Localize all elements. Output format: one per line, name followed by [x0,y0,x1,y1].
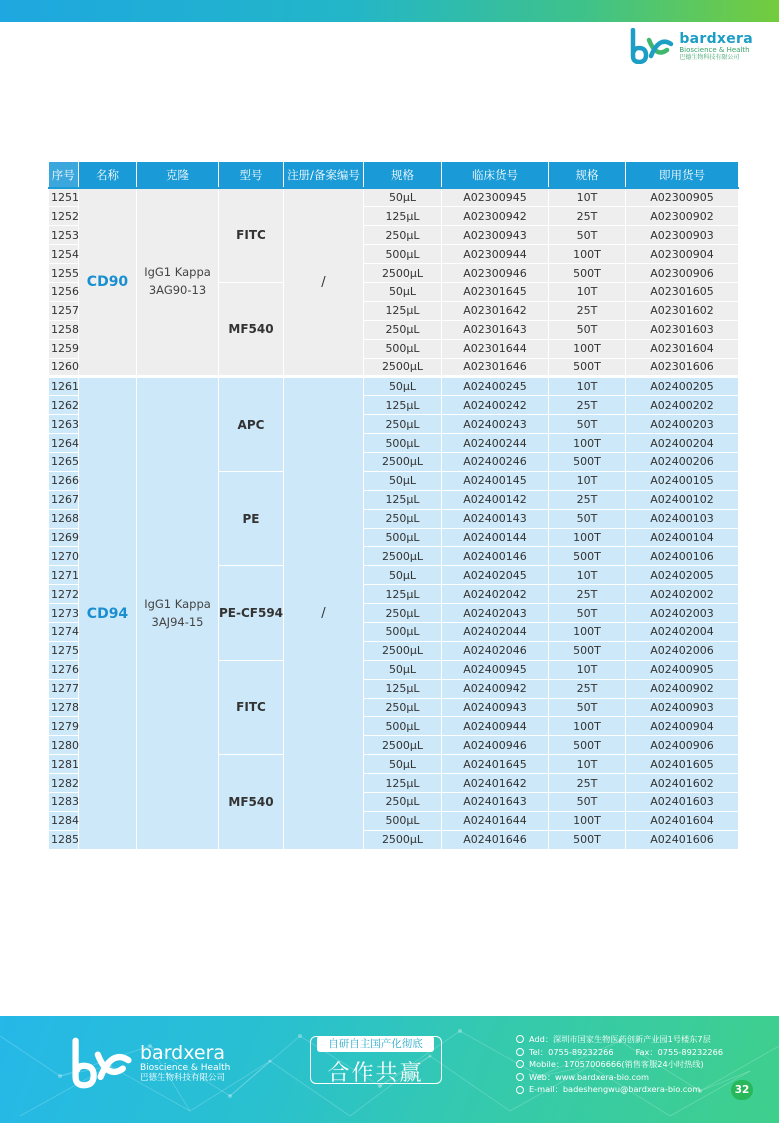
ready-code-cell: A02400203 [626,415,739,434]
clinical-code-cell: A02300943 [442,226,549,245]
ready-spec-cell: 50T [549,604,626,623]
ready-code-cell: A02300904 [626,245,739,264]
brand-subtitle-cn: 巴德生物科技有限公司 [679,53,740,61]
seq-cell: 1281 [49,755,79,774]
globe-icon [516,1073,524,1081]
clinical-spec-cell: 125μL [364,774,442,793]
table-row [49,188,739,207]
seq-cell: 1267 [49,490,79,509]
clinical-spec-cell: 2500μL [364,547,442,566]
ready-spec-cell: 10T [549,377,626,396]
ready-spec-cell: 100T [549,717,626,736]
mobile-text: Mobile：17057006666(销售客服24小时热线) [529,1059,704,1070]
clinical-code-cell: A02401644 [442,811,549,830]
clone-id: 3AJ94-15 [151,614,204,629]
ready-code-cell: A02300906 [626,264,739,283]
clinical-code-cell: A02402046 [442,641,549,660]
seq-cell: 1260 [49,358,79,377]
seq-cell: 1284 [49,811,79,830]
fluorochrome-type-cell: FITC [219,660,284,754]
header-registration: 注册/备案编号 [284,162,364,188]
ready-spec-cell: 50T [549,320,626,339]
ready-code-cell: A02400904 [626,717,739,736]
footer-logo [70,1036,230,1090]
clinical-code-cell: A02400244 [442,434,549,453]
clinical-code-cell: A02400943 [442,698,549,717]
clinical-spec-cell: 2500μL [364,264,442,283]
clinical-code-cell: A02401645 [442,755,549,774]
footer-brand-name: bardxera [140,1041,226,1064]
slogan-box [310,1036,442,1084]
clinical-spec-cell: 250μL [364,509,442,528]
clinical-code-cell: A02301645 [442,282,549,301]
clinical-spec-cell: 50μL [364,660,442,679]
header-name: 名称 [79,162,137,188]
clinical-code-cell: A02400143 [442,509,549,528]
seq-cell: 1263 [49,415,79,434]
ready-spec-cell: 500T [549,547,626,566]
page-number: 32 [731,1080,753,1100]
seq-cell: 1259 [49,339,79,358]
ready-code-cell: A02400202 [626,396,739,415]
ready-spec-cell: 25T [549,774,626,793]
fluorochrome-type-cell: FITC [219,188,284,282]
fluorochrome-type-cell: PE-CF594 [219,566,284,660]
bardxera-logo-icon [70,1036,134,1090]
web-text[interactable]: Web：www.bardxera-bio.com [529,1071,650,1082]
ready-code-cell: A02400104 [626,528,739,547]
table-header-row [49,162,739,188]
product-name-cell: CD90 [79,188,137,377]
header-logo [629,28,753,64]
ready-code-cell: A02401605 [626,755,739,774]
clinical-spec-cell: 125μL [364,585,442,604]
ready-code-cell: A02400105 [626,471,739,490]
ready-spec-cell: 25T [549,585,626,604]
clinical-code-cell: A02400946 [442,736,549,755]
fluorochrome-type-cell: PE [219,471,284,565]
clinical-code-cell: A02301642 [442,301,549,320]
clinical-spec-cell: 250μL [364,226,442,245]
header-seq: 序号 [49,162,79,188]
fluorochrome-type-cell: APC [219,377,284,471]
product-table-container [48,162,738,850]
clinical-spec-cell: 50μL [364,282,442,301]
clinical-spec-cell: 2500μL [364,736,442,755]
header-clone: 克隆 [137,162,219,188]
ready-code-cell: A02402002 [626,585,739,604]
ready-code-cell: A02400205 [626,377,739,396]
clinical-code-cell: A02402045 [442,566,549,585]
clinical-code-cell: A02300942 [442,207,549,226]
clinical-spec-cell: 50μL [364,566,442,585]
ready-spec-cell: 25T [549,301,626,320]
ready-spec-cell: 10T [549,188,626,207]
ready-code-cell: A02400204 [626,434,739,453]
clinical-code-cell: A02401643 [442,793,549,812]
clone-cell [137,377,219,849]
clinical-spec-cell: 50μL [364,755,442,774]
seq-cell: 1283 [49,793,79,812]
clinical-spec-cell: 125μL [364,301,442,320]
header-ready-code: 即用货号 [626,162,739,188]
ready-code-cell: A02300903 [626,226,739,245]
ready-code-cell: A02301606 [626,358,739,377]
clone-id: 3AG90-13 [148,283,207,298]
ready-code-cell: A02402006 [626,641,739,660]
seq-cell: 1277 [49,679,79,698]
clinical-code-cell: A02400246 [442,452,549,471]
clinical-code-cell: A02400242 [442,396,549,415]
seq-cell: 1266 [49,471,79,490]
ready-code-cell: A02401604 [626,811,739,830]
ready-code-cell: A02400903 [626,698,739,717]
seq-cell: 1253 [49,226,79,245]
ready-code-cell: A02300905 [626,188,739,207]
clinical-spec-cell: 500μL [364,622,442,641]
seq-cell: 1254 [49,245,79,264]
seq-cell: 1273 [49,604,79,623]
ready-code-cell: A02402005 [626,566,739,585]
header-clinical-code: 临床货号 [442,162,549,188]
ready-spec-cell: 500T [549,358,626,377]
tel-text: Tel：0755-89232266 [529,1046,614,1057]
ready-spec-cell: 25T [549,490,626,509]
footer-brand-subtitle-cn: 巴德生物科技有限公司 [140,1072,226,1083]
ready-spec-cell: 50T [549,415,626,434]
ready-spec-cell: 100T [549,528,626,547]
registration-cell: / [284,377,364,849]
contact-mobile [516,1058,723,1071]
location-icon [516,1035,524,1043]
fluorochrome-type-cell: MF540 [219,755,284,849]
clinical-code-cell: A02400145 [442,471,549,490]
clinical-spec-cell: 500μL [364,245,442,264]
clinical-spec-cell: 2500μL [364,641,442,660]
mobile-icon [516,1060,524,1068]
seq-cell: 1285 [49,830,79,849]
contact-phone [516,1046,723,1059]
table-body [49,188,739,849]
ready-spec-cell: 500T [549,264,626,283]
seq-cell: 1276 [49,660,79,679]
ready-code-cell: A02400905 [626,660,739,679]
clinical-spec-cell: 50μL [364,188,442,207]
fluorochrome-type-cell: MF540 [219,282,284,376]
clinical-spec-cell: 50μL [364,377,442,396]
ready-code-cell: A02400103 [626,509,739,528]
seq-cell: 1274 [49,622,79,641]
clinical-code-cell: A02300946 [442,264,549,283]
clinical-spec-cell: 500μL [364,717,442,736]
clinical-code-cell: A02400142 [442,490,549,509]
ready-spec-cell: 10T [549,755,626,774]
seq-cell: 1251 [49,188,79,207]
clinical-code-cell: A02301643 [442,320,549,339]
seq-cell: 1268 [49,509,79,528]
clinical-spec-cell: 125μL [364,679,442,698]
seq-cell: 1265 [49,452,79,471]
product-name-cell: CD94 [79,377,137,849]
slogan-line2: 合作共赢 [327,1061,424,1086]
ready-code-cell: A02400902 [626,679,739,698]
ready-spec-cell: 50T [549,698,626,717]
header-type: 型号 [219,162,284,188]
mail-icon [516,1086,524,1094]
seq-cell: 1271 [49,566,79,585]
ready-code-cell: A02400206 [626,452,739,471]
clinical-spec-cell: 250μL [364,793,442,812]
ready-code-cell: A02402004 [626,622,739,641]
seq-cell: 1278 [49,698,79,717]
clinical-spec-cell: 125μL [364,490,442,509]
ready-spec-cell: 100T [549,434,626,453]
ready-spec-cell: 500T [549,736,626,755]
seq-cell: 1252 [49,207,79,226]
clinical-code-cell: A02301644 [442,339,549,358]
clinical-code-cell: A02400144 [442,528,549,547]
contact-email [516,1083,723,1096]
clinical-spec-cell: 500μL [364,339,442,358]
clinical-code-cell: A02400945 [442,660,549,679]
contact-address [516,1033,723,1046]
product-table [48,162,739,850]
clinical-spec-cell: 125μL [364,396,442,415]
seq-cell: 1269 [49,528,79,547]
contact-web [516,1071,723,1084]
clinical-spec-cell: 2500μL [364,452,442,471]
footer-brand-subtitle-en: Bioscience & Health [140,1062,231,1073]
seq-cell: 1272 [49,585,79,604]
ready-spec-cell: 50T [549,793,626,812]
ready-code-cell: A02300902 [626,207,739,226]
fax-text: Fax：0755-89232266 [635,1046,724,1057]
ready-spec-cell: 100T [549,811,626,830]
clinical-code-cell: A02401646 [442,830,549,849]
ready-spec-cell: 10T [549,566,626,585]
clinical-spec-cell: 2500μL [364,830,442,849]
clinical-spec-cell: 500μL [364,811,442,830]
clinical-spec-cell: 50μL [364,471,442,490]
seq-cell: 1255 [49,264,79,283]
seq-cell: 1258 [49,320,79,339]
seq-cell: 1282 [49,774,79,793]
clinical-code-cell: A02300945 [442,188,549,207]
clinical-spec-cell: 500μL [364,528,442,547]
ready-spec-cell: 500T [549,641,626,660]
clinical-code-cell: A02402042 [442,585,549,604]
clinical-code-cell: A02400243 [442,415,549,434]
ready-code-cell: A02400906 [626,736,739,755]
clinical-code-cell: A02402043 [442,604,549,623]
ready-spec-cell: 500T [549,452,626,471]
ready-spec-cell: 500T [549,830,626,849]
seq-cell: 1262 [49,396,79,415]
phone-icon [516,1048,524,1056]
clinical-code-cell: A02400942 [442,679,549,698]
brand-subtitle-en: Bioscience & Health [679,45,750,54]
bardxera-logo-icon [629,28,675,64]
ready-spec-cell: 50T [549,226,626,245]
seq-cell: 1264 [49,434,79,453]
header-spec-clinical: 规格 [364,162,442,188]
ready-code-cell: A02301603 [626,320,739,339]
ready-spec-cell: 25T [549,679,626,698]
contact-info [516,1033,723,1096]
slogan-line1: 自研自主国产化彻底 [317,1036,434,1052]
clinical-spec-cell: 2500μL [364,358,442,377]
ready-code-cell: A02402003 [626,604,739,623]
ready-code-cell: A02301602 [626,301,739,320]
email-text[interactable]: E-mail：badeshengwu@bardxera-bio.com [529,1084,701,1095]
clinical-code-cell: A02301646 [442,358,549,377]
clinical-spec-cell: 250μL [364,415,442,434]
seq-cell: 1256 [49,282,79,301]
clinical-code-cell: A02400245 [442,377,549,396]
seq-cell: 1257 [49,301,79,320]
registration-cell: / [284,188,364,377]
header-spec-ready: 规格 [549,162,626,188]
clinical-code-cell: A02400146 [442,547,549,566]
ready-spec-cell: 100T [549,622,626,641]
brand-name: bardxera [679,30,753,47]
clinical-spec-cell: 125μL [364,207,442,226]
ready-spec-cell: 25T [549,396,626,415]
ready-spec-cell: 10T [549,660,626,679]
ready-spec-cell: 25T [549,207,626,226]
clinical-code-cell: A02300944 [442,245,549,264]
clinical-spec-cell: 250μL [364,698,442,717]
top-color-bar [0,0,779,22]
seq-cell: 1275 [49,641,79,660]
address-text: Add：深圳市国家生物医药创新产业园1号楼东7层 [529,1034,711,1044]
ready-code-cell: A02401606 [626,830,739,849]
clinical-code-cell: A02402044 [442,622,549,641]
clinical-spec-cell: 250μL [364,604,442,623]
clinical-spec-cell: 500μL [364,434,442,453]
ready-code-cell: A02400106 [626,547,739,566]
ready-code-cell: A02301605 [626,282,739,301]
clone-isotype: IgG1 Kappa [144,596,211,611]
clone-cell [137,188,219,377]
ready-code-cell: A02400102 [626,490,739,509]
clinical-code-cell: A02400944 [442,717,549,736]
seq-cell: 1280 [49,736,79,755]
ready-spec-cell: 100T [549,339,626,358]
seq-cell: 1279 [49,717,79,736]
clinical-code-cell: A02401642 [442,774,549,793]
ready-spec-cell: 10T [549,471,626,490]
ready-code-cell: A02401602 [626,774,739,793]
ready-code-cell: A02401603 [626,793,739,812]
seq-cell: 1261 [49,377,79,396]
clinical-spec-cell: 250μL [364,320,442,339]
ready-spec-cell: 10T [549,282,626,301]
ready-code-cell: A02301604 [626,339,739,358]
clone-isotype: IgG1 Kappa [144,265,211,280]
ready-spec-cell: 50T [549,509,626,528]
seq-cell: 1270 [49,547,79,566]
ready-spec-cell: 100T [549,245,626,264]
table-row [49,377,739,396]
